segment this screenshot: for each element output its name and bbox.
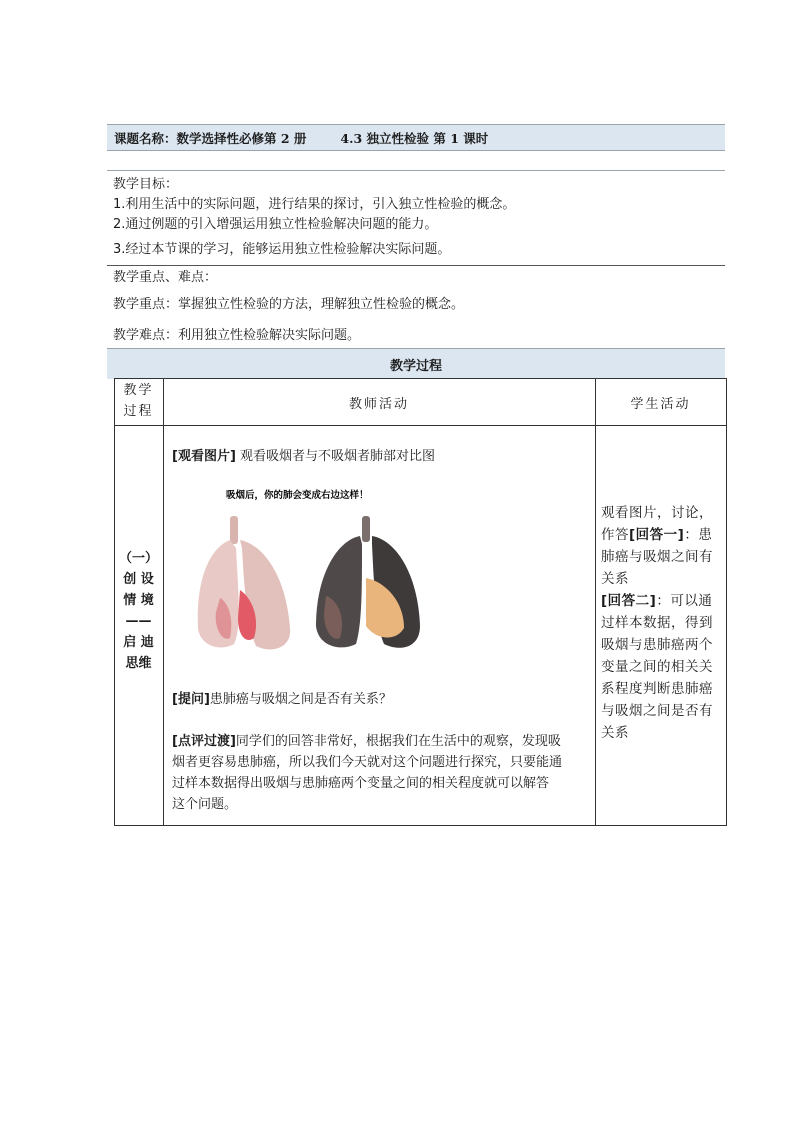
question-tag: [提问] [172, 692, 210, 707]
lung-comparison-image [190, 478, 430, 658]
process-title: 教学过程 [107, 348, 725, 379]
course-title-bar [107, 124, 725, 151]
question-line: [提问]患肺癌与吸烟之间是否有关系？ [172, 692, 392, 707]
blank-row [107, 150, 725, 171]
col-teacher-header: 教师活动 [348, 397, 409, 412]
comment-paragraph: [点评过渡]同学们的回答非常好，根据我们在生活中的观察，发现吸 烟者更容易患肺癌，所以我们今天就对这个问题进行探究，只要能通 过样本数据得出吸烟与患肺癌两个变量之间的相关程度就可以解答 这个问题。 [172, 734, 563, 812]
answer1-tag: [回答一] [629, 527, 685, 543]
goal-item: 1.利用生活中的实际问题，进行结果的探讨，引入独立性检验的概念。 [113, 197, 516, 212]
stage-label: （一） 创 设 情 境 —— 启 迪 思维 [118, 551, 158, 671]
lesson-label: 4.3 独立性检验 第 1 课时 [340, 130, 489, 146]
course-label: 课题名称：数学选择性必修第 2 册 [114, 130, 307, 146]
teaching-goals [107, 171, 725, 266]
key-point: 教学重点：掌握独立性检验的方法，理解独立性检验的概念。 [113, 297, 465, 312]
col-stage-header: 教学 过程 [123, 383, 154, 419]
col-student-header: 学生活动 [630, 397, 691, 412]
watch-image-line: [观看图片] 观看吸烟者与不吸烟者肺部对比图 [172, 449, 436, 464]
process-table [114, 378, 727, 826]
healthy-lung-icon [198, 516, 290, 649]
comment-tag: [点评过渡] [172, 734, 236, 749]
student-activity: 观看图片，讨论， 作答[回答一]：患 肺癌与吸烟之间有 关系 [回答二]：可以通 过样本数据，得到 吸烟与患肺癌两个 变量之间的相关关 系程度判断患肺癌 与吸烟之间是否有 关系 [601, 505, 713, 741]
watch-tag: [观看图片] [172, 449, 236, 464]
image-caption: 吸烟后，你的肺会变成右边这样！ [226, 490, 369, 501]
difficulty-point: 教学难点：利用独立性检验解决实际问题。 [113, 328, 361, 343]
answer2-tag: [回答二] [601, 593, 657, 609]
smoker-lung-icon [316, 516, 420, 648]
focus-heading: 教学重点、难点： [113, 270, 218, 285]
goal-item: 2.通过例题的引入增强运用独立性检验解决问题的能力。 [113, 217, 438, 232]
key-points [107, 266, 725, 348]
goals-heading: 教学目标： [113, 177, 179, 192]
goal-item: 3.经过本节课的学习，能够运用独立性检验解决实际问题。 [113, 242, 451, 257]
